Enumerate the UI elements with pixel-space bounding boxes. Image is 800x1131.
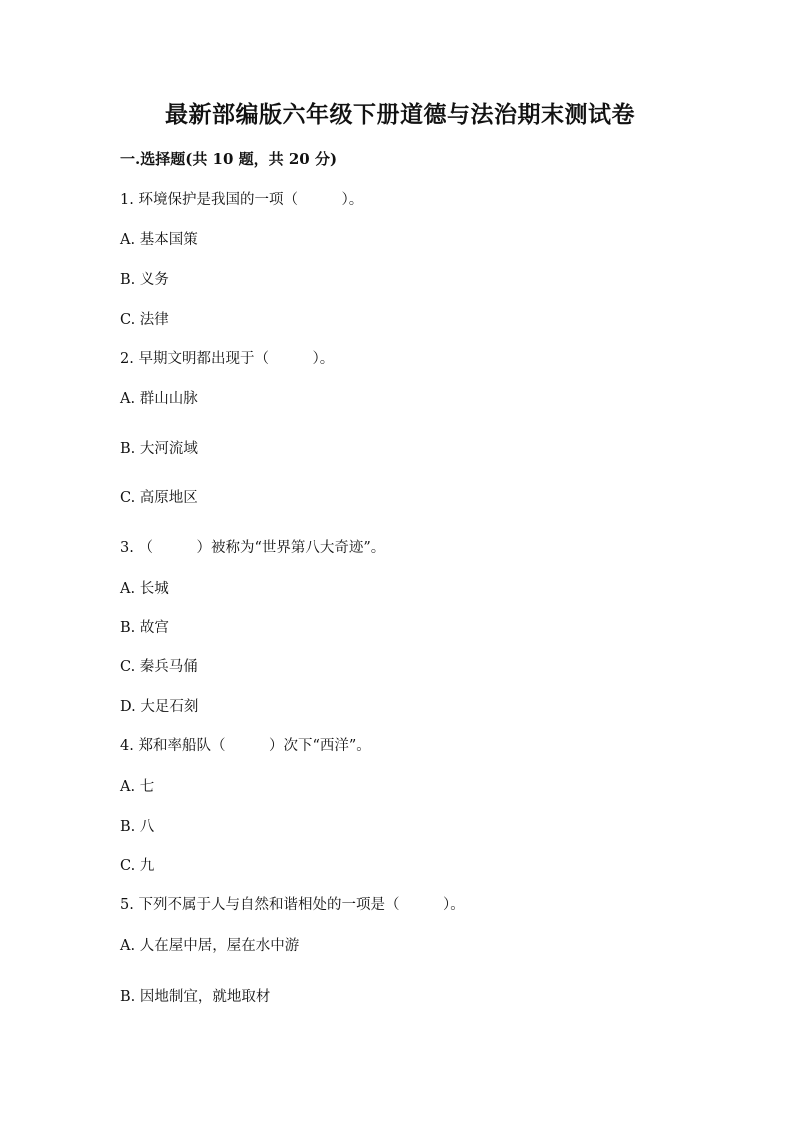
question-5-stem: 5. 下列不属于人与自然和谐相处的一项是（ ）。	[120, 897, 465, 913]
question-4-stem: 4. 郑和率船队（ ）次下“西洋”。	[120, 738, 371, 754]
question-5-option-a: A. 人在屋中居，屋在水中游	[120, 938, 300, 954]
question-2-stem: 2. 早期文明都出现于（ ）。	[120, 351, 335, 367]
question-2-option-c: C. 高原地区	[120, 490, 198, 506]
question-1-option-a: A. 基本国策	[120, 232, 198, 248]
question-1-stem: 1. 环境保护是我国的一项（ ）。	[120, 192, 364, 208]
question-3-option-b: B. 故宫	[120, 620, 169, 636]
question-1-option-b: B. 义务	[120, 272, 169, 288]
question-4-option-a: A. 七	[120, 779, 155, 795]
question-2-option-b: B. 大河流域	[120, 441, 198, 457]
question-5-option-b: B. 因地制宜，就地取材	[120, 989, 271, 1005]
question-2-option-a: A. 群山山脉	[120, 391, 198, 407]
section-heading: 一.选择题(共 10 题，共 20 分)	[120, 150, 338, 168]
question-3-stem: 3. （ ）被称为“世界第八大奇迹”。	[120, 540, 386, 556]
question-4-option-c: C. 九	[120, 858, 155, 874]
question-1-option-c: C. 法律	[120, 312, 169, 328]
question-4-option-b: B. 八	[120, 819, 155, 835]
question-3-option-a: A. 长城	[120, 581, 169, 597]
question-3-option-d: D. 大足石刻	[120, 699, 199, 715]
page-title: 最新部编版六年级下册道德与法治期末测试卷	[165, 101, 635, 128]
question-3-option-c: C. 秦兵马俑	[120, 659, 198, 675]
